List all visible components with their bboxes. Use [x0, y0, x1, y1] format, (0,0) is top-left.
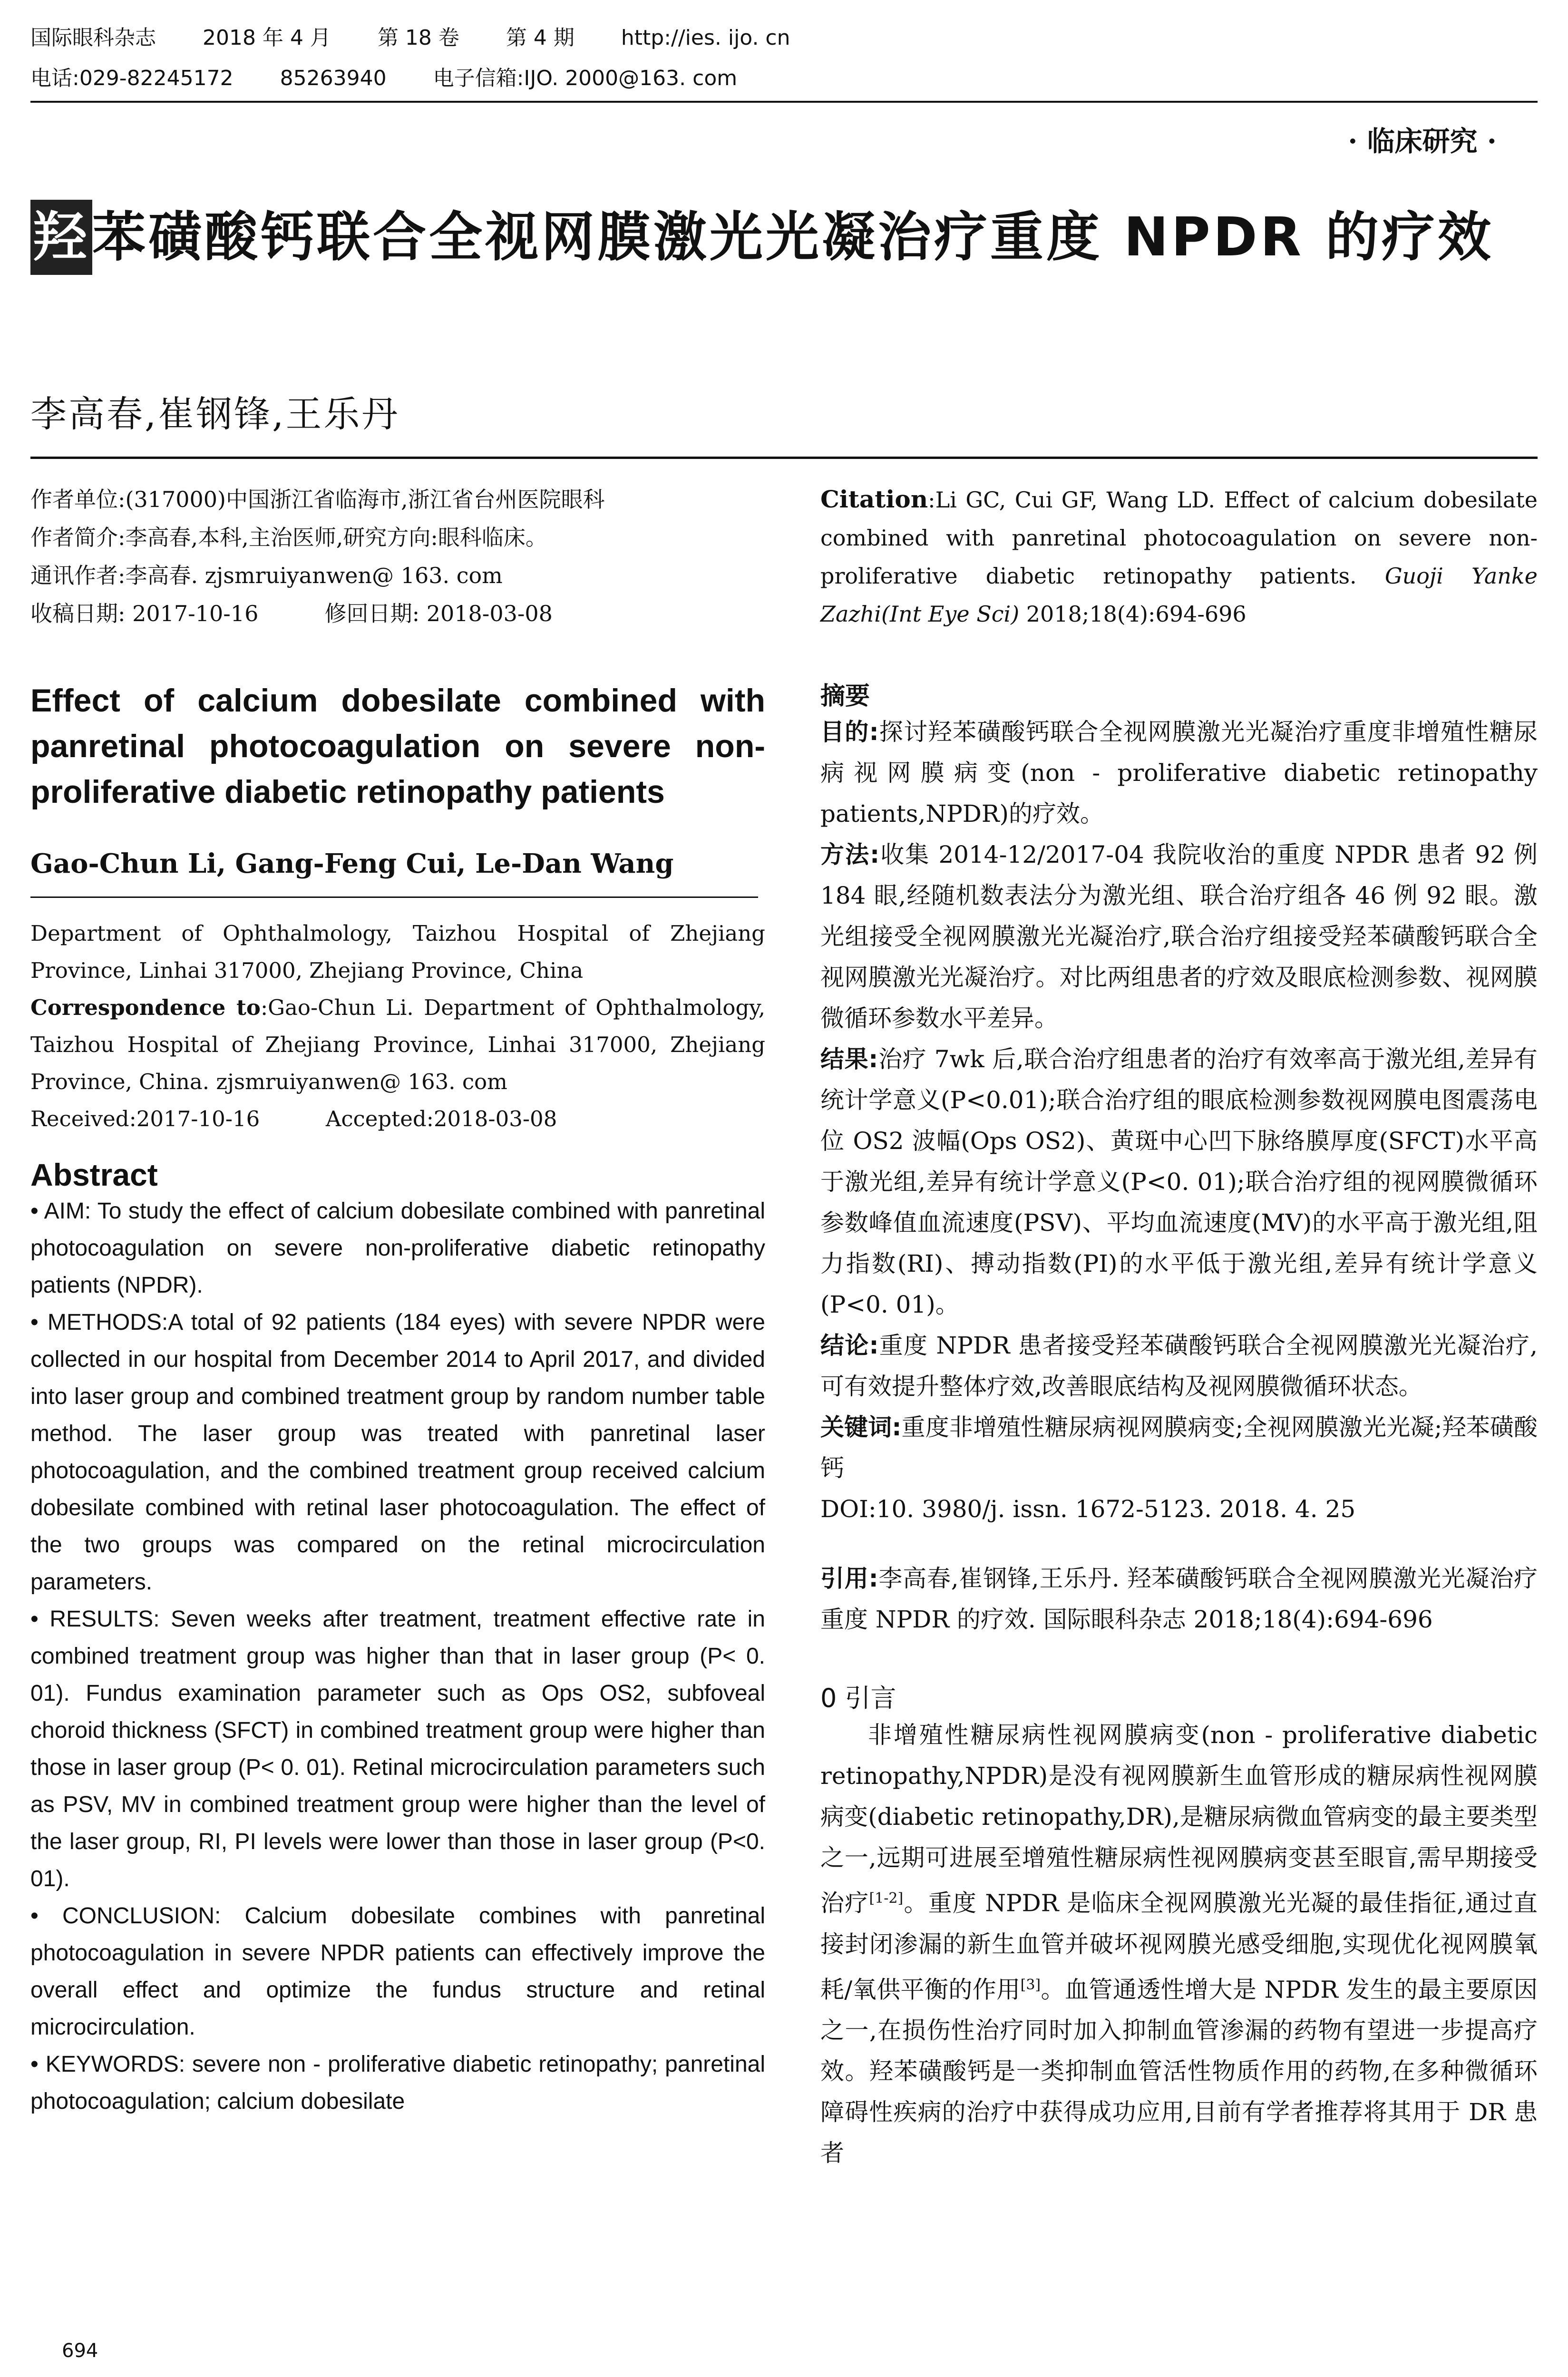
citation-block [820, 480, 1538, 633]
intro-paragraph [820, 1715, 1538, 2173]
intro-text-2: 。重度 NPDR 是临床全视网膜激光光凝的最佳指征,通过直接封闭渗漏的新生血管并破坏视网膜光感受细胞,实现优化视网膜氧耗/氧供平衡的作用 [820, 1889, 1538, 2004]
citation-label: Citation [820, 485, 928, 513]
intro-text-1: 非增殖性糖尿病性视网膜病变(non - proliferative diabetic retinopathy,NPDR)是没有视网膜新生血管形成的糖尿病性视网膜病变(diabetic retinopathy,DR),是糖尿病微血管病变的最主要类型之一,远期可进展至增殖性糖尿病性视网膜病变甚至眼盲,需早期接受治疗 [820, 1721, 1538, 1917]
zh-results-text: 治疗 7wk 后,联合治疗组患者的治疗有效率高于激光组,差异有统计学意义(P<0.01);联合治疗组的眼底检测参数视网膜电图震荡电位 OS2 波幅(Ops OS2)、黄斑中心凹下脉络膜厚度(SFCT)水平高于激光组,差异有统计学意义(P<0. 01);联合治疗组的视网膜微循环参数峰值血流速度(PSV)、平均血流速度(MV)的水平高于激光组,阻力指数(RI)、搏动指数(PI)的水平低于激光组,差异有统计学意义(P<0. 01)。 [820, 1045, 1538, 1318]
phone2: 85263940 [280, 66, 387, 90]
zh-reference-label: 引用: [820, 1565, 878, 1592]
english-authors-rule [30, 896, 758, 898]
intro-text-3: 。血管通透性增大是 NPDR 发生的最主要原因之一,在损伤性治疗同时加入抑制血管渗漏的药物有望进一步提高疗效。羟苯磺酸钙是一类抑制血管活性物质作用的药物,在多种微循环障碍性疾病的治疗中获得成功应用,目前有学者推荐将其用于 DR 患者 [820, 1976, 1538, 2167]
issue-date: 2018 年 4 月 [203, 26, 331, 50]
journal-email[interactable]: 电子信箱:IJO. 2000@163. com [433, 66, 738, 90]
author-unit: 作者单位:(317000)中国浙江省临海市,浙江省台州医院眼科 [30, 487, 605, 512]
journal-name: 国际眼科杂志 [30, 26, 156, 50]
zh-aim-text: 探讨羟苯磺酸钙联合全视网膜激光光凝治疗重度非增殖性糖尿病视网膜病变(non - proliferative diabetic retinopathy patients,NPDR)的疗效。 [820, 718, 1538, 828]
zh-keywords-text: 重度非增殖性糖尿病视网膜病变;全视网膜激光光凝;羟苯磺酸钙 [820, 1413, 1538, 1482]
abstract-aim: • AIM: To study the effect of calcium dobesilate combined with panretinal photocoagulation on severe non-proliferative diabetic retinopathy patients (NPDR). [30, 1198, 765, 1298]
running-header-line2 [30, 64, 777, 93]
english-affiliation [30, 915, 765, 1138]
correspondence [30, 989, 765, 1101]
received-date: 收稿日期: 2017-10-16 [30, 601, 259, 626]
zh-aim-label: 目的: [820, 718, 879, 746]
zh-results-label: 结果: [820, 1045, 878, 1073]
zh-aim [820, 711, 1538, 834]
zh-conclusion [820, 1325, 1538, 1407]
phone: 电话:029-82245172 [30, 66, 234, 90]
zh-reference [820, 1558, 1538, 1640]
abstract-results: • RESULTS: Seven weeks after treatment, treatment effective rate in combined treatment group was higher than that in laser group (P< 0. 01). Fundus examination parameter such as Ops OS2, subfoveal choroid thickness (SFCT) in combined treatment group were higher than those in laser group (P< 0. 01). Retinal microcirculation parameters such as PSV, MV in combined treatment group were higher than the level of the laser group, RI, PI levels were lower than those in laser group (P<0. 01). [30, 1607, 765, 1891]
abstract-conclusion: • CONCLUSION: Calcium dobesilate combines with panretinal photocoagulation in severe NPDR patients can effectively improve the overall effect and optimize the fundus structure and retinal microcirculation. [30, 1903, 765, 2040]
page-number: 694 [62, 2340, 98, 2362]
affiliation-text: Department of Ophthalmology, Taizhou Hospital of Zhejiang Province, Linhai 317000, Zhejiang Province, China [30, 921, 765, 983]
zh-methods-label: 方法: [820, 841, 880, 868]
header-rule [30, 101, 1538, 103]
zh-keywords-label: 关键词: [820, 1413, 902, 1441]
section-tag: · 临床研究 · [1348, 125, 1497, 157]
journal-url[interactable]: http://ies. ijo. cn [621, 26, 790, 50]
english-title: Effect of calcium dobesilate combined with panretinal photocoagulation on severe non-proliferative diabetic retinopathy patients [30, 682, 765, 810]
reference-3[interactable]: [3] [1020, 1976, 1041, 1993]
zh-abstract-heading: 摘要 [820, 682, 870, 711]
issue: 第 4 期 [506, 26, 575, 50]
citation-tail: 2018;18(4):694-696 [1019, 601, 1247, 627]
english-dates [30, 1101, 765, 1138]
abstract-heading: Abstract [30, 1157, 158, 1192]
english-accepted: Accepted:2018-03-08 [325, 1106, 557, 1131]
correspondence-text: :Gao-Chun Li. Department of Ophthalmology, Taizhou Hospital of Zhejiang Province, Linhai 317000, Zhejiang Province, China. zjsmruiyanwen@ 163. com [30, 995, 766, 1094]
running-header-line1 [30, 24, 830, 52]
dates [30, 594, 765, 633]
corresponding-author: 通讯作者:李高春. zjsmruiyanwen@ 163. com [30, 563, 503, 588]
article-title [30, 200, 1543, 275]
zh-reference-text: 李高春,崔钢锋,王乐丹. 羟苯磺酸钙联合全视网膜激光光凝治疗重度 NPDR 的疗效. 国际眼科杂志 2018;18(4):694-696 [820, 1565, 1538, 1633]
title-first-char: 羟 [30, 200, 92, 275]
zh-results [820, 1039, 1538, 1325]
zh-keywords [820, 1407, 1538, 1489]
abstract-keywords: • KEYWORDS: severe non - proliferative diabetic retinopathy; panretinal photocoagulation; calcium dobesilate [30, 2052, 765, 2114]
title-rule [30, 457, 1538, 459]
zh-abstract [820, 711, 1538, 1640]
title-rest: 苯磺酸钙联合全视网膜激光光凝治疗重度 NPDR 的疗效 [92, 206, 1494, 268]
reference-1-2[interactable]: [1-2] [869, 1890, 904, 1907]
authors-cn: 李高春,崔钢锋,王乐丹 [30, 393, 400, 435]
volume: 第 18 卷 [377, 26, 459, 50]
zh-conclusion-text: 重度 NPDR 患者接受羟苯磺酸钙联合全视网膜激光光凝治疗,可有效提升整体疗效,改善眼底结构及视网膜微循环状态。 [820, 1332, 1538, 1400]
intro-heading: 0 引言 [820, 1683, 896, 1713]
doi[interactable]: DOI:10. 3980/j. issn. 1672-5123. 2018. 4. 25 [820, 1495, 1356, 1523]
left-column [30, 480, 765, 2120]
english-authors: Gao-Chun Li, Gang-Feng Cui, Le-Dan Wang [30, 848, 674, 879]
abstract-body [30, 1193, 765, 2120]
citation-text: :Li GC, Cui GF, Wang LD. Effect of calcium dobesilate combined with panretinal photocoagulation on severe non-proliferative diabetic retinopathy patients. [820, 487, 1538, 589]
citation-journal: Guoji Yanke Zazhi(Int Eye Sci) [820, 563, 1538, 627]
english-received: Received:2017-10-16 [30, 1106, 260, 1131]
revised-date: 修回日期: 2018-03-08 [324, 601, 553, 626]
zh-conclusion-label: 结论: [820, 1332, 879, 1359]
zh-methods-text: 收集 2014-12/2017-04 我院收治的重度 NPDR 患者 92 例 184 眼,经随机数表法分为激光组、联合治疗组各 46 例 92 眼。激光组接受全视网膜激光光凝治疗,联合治疗组接受羟苯磺酸钙联合全视网膜激光光凝治疗。对比两组患者的疗效及眼底检测参数、视网膜微循环参数水平差异。 [820, 841, 1538, 1032]
author-info [30, 480, 765, 633]
abstract-methods: • METHODS:A total of 92 patients (184 eyes) with severe NPDR were collected in our hospital from December 2014 to April 2017, and divided into laser group and combined treatment group by random number table method. The laser group was treated with panretinal laser photocoagulation, and the combined treatment group received calcium dobesilate combined with retinal laser photocoagulation. The effect of the two groups was compared on the retinal microcirculation parameters. [30, 1310, 765, 1595]
author-bio: 作者简介:李高春,本科,主治医师,研究方向:眼科临床。 [30, 525, 547, 550]
zh-methods [820, 834, 1538, 1039]
right-column [820, 480, 1538, 2173]
correspondence-label: Correspondence to [30, 995, 261, 1020]
